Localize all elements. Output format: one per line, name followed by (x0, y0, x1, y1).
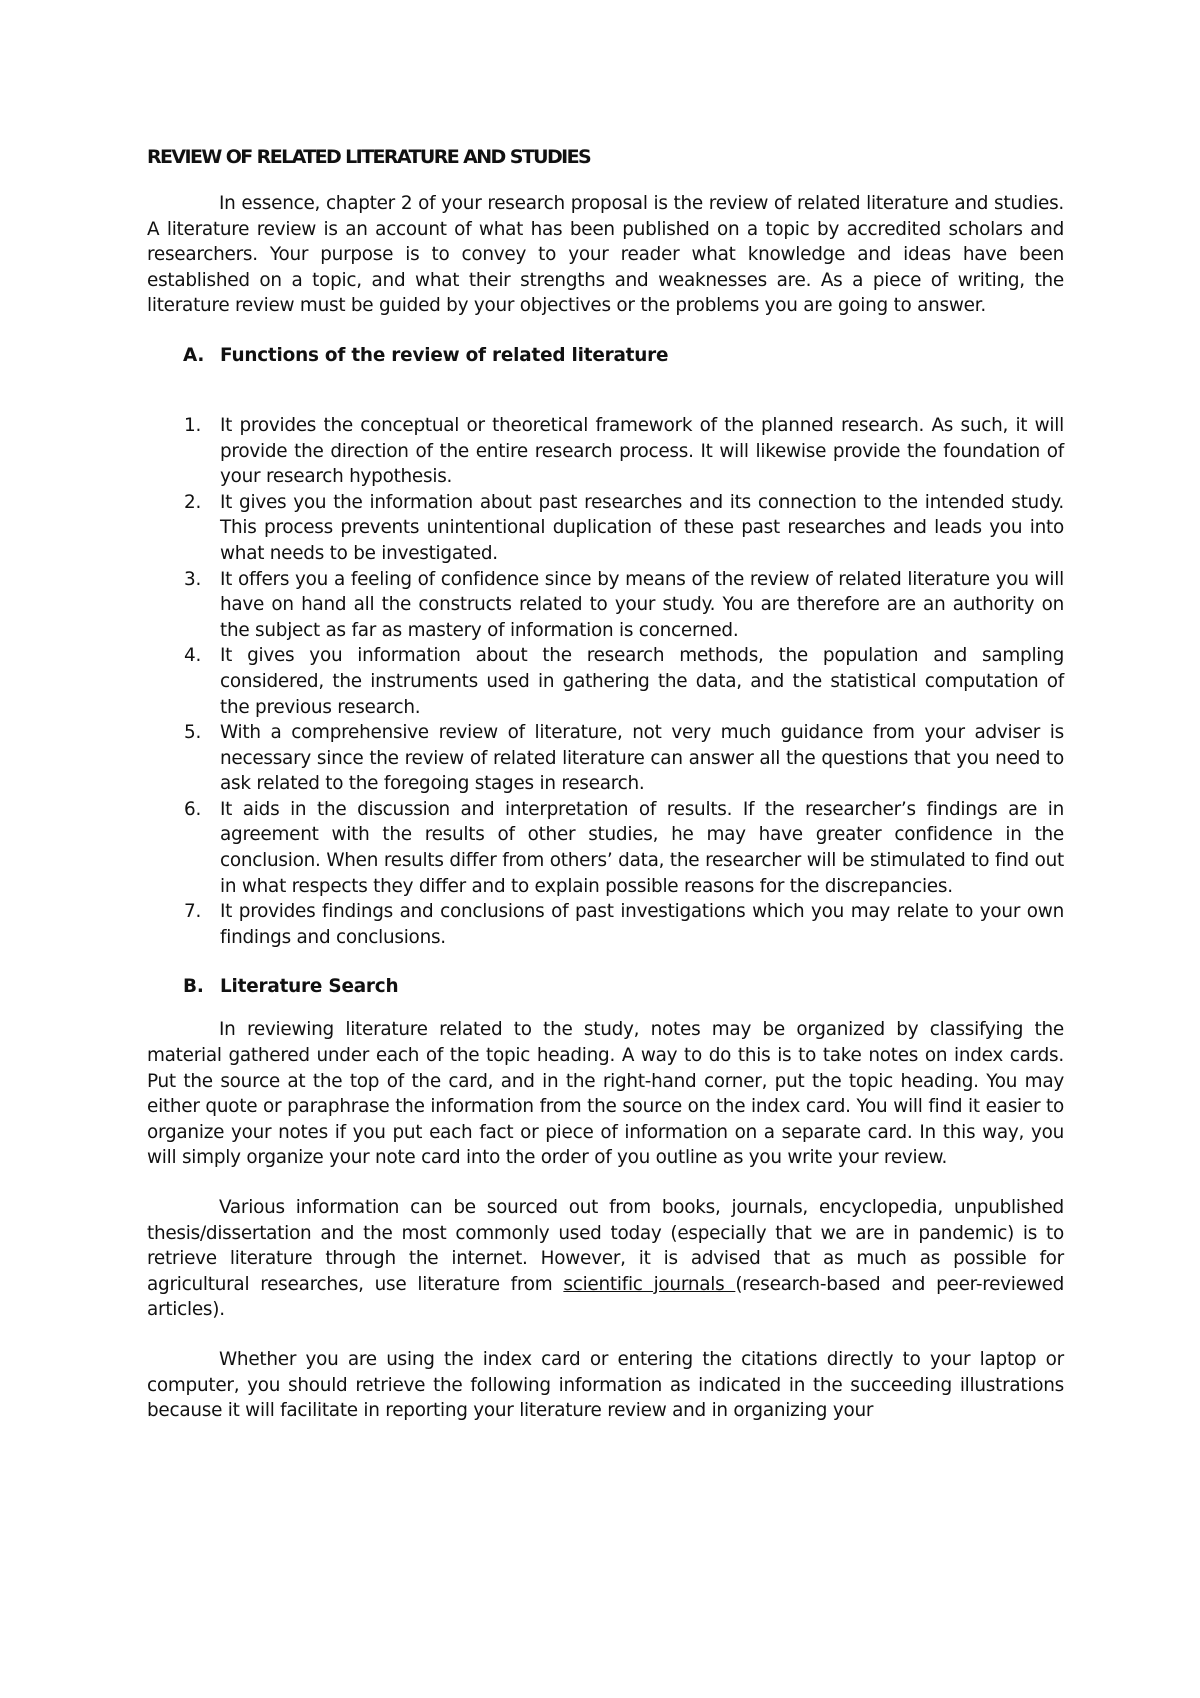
list-item (147, 643, 1064, 720)
functions-list (147, 413, 1064, 950)
section-b-heading (147, 974, 1064, 1000)
list-item-text: It gives you the information about past researches and its connection to the intended study. This process prevents unintentional duplication of these past researches and leads you into what needs to be investigated. (220, 491, 1064, 564)
list-item-number: 1. (184, 414, 202, 436)
scientific-journals-link[interactable]: scientific journals (563, 1273, 736, 1295)
intro-paragraph: In essence, chapter 2 of your research proposal is the review of related literature and studies. A literature review is an account of what has been published on a topic by accredited scholars and researchers. Your purpose is to convey to your reader what knowledge and ideas have been established on a topic, and what their strengths and weaknesses are. As a piece of writing, the literature review must be guided by your objectives or the problems you are going to answer. (147, 193, 1064, 317)
list-item-number: 6. (184, 798, 202, 820)
list-item-text: It provides findings and conclusions of past investigations which you may relate to your own findings and conclusions. (220, 901, 1064, 948)
paragraph-2-text-after: (research-based and peer-reviewed articles). (147, 1273, 1065, 1321)
list-item (147, 797, 1064, 899)
list-item-number: 3. (184, 568, 202, 590)
list-item-text: With a comprehensive review of literature, not very much guidance from your adviser is necessary since the review of related literature can answer all the questions that you need to ask related to the foregoing stages in research. (220, 722, 1064, 795)
literature-search-paragraph-3: Whether you are using the index card or entering the citations directly to your laptop or computer, you should retrieve the following information as indicated in the succeeding illustrations because it will facilitate in reporting your literature review and in organizing your (147, 1348, 1064, 1422)
list-item-number: 2. (184, 491, 202, 513)
section-a-letter: A. (183, 344, 205, 366)
list-item (147, 899, 1064, 950)
list-item (147, 490, 1064, 567)
list-item-number: 7. (184, 901, 202, 923)
document-title: REVIEW OF RELATED LITERATURE AND STUDIES (147, 146, 591, 168)
section-b-title: Literature Search (220, 976, 399, 998)
section-a-title: Functions of the review of related literature (220, 344, 669, 366)
list-item-text: It offers you a feeling of confidence since by means of the review of related literature you will have on hand all the constructs related to your study. You are therefore are an authority on the subject as far as mastery of information is concerned. (220, 568, 1064, 641)
paragraph-2-text-before: Various information can be sourced out from books, journals, encyclopedia, unpublished thesis/dissertation and the most commonly used today (especially that we are in pandemic) is to retrieve literature through the internet. However, it is advised that as much as possible for agricultural researches, use literature from (147, 1197, 1064, 1295)
list-item-text: It aids in the discussion and interpretation of results. If the researcher’s findings are in agreement with the results of other studies, he may have greater confidence in the conclusion. When results differ from others’ data, the researcher will be stimulated to find out in what respects they differ and to explain possible reasons for the discrepancies. (220, 798, 1064, 897)
section-a-heading (147, 343, 1064, 369)
document-page (147, 145, 1064, 1424)
list-item (147, 567, 1064, 644)
list-item-text: It provides the conceptual or theoretical framework of the planned research. As such, it will provide the direction of the entire research process. It will likewise provide the foundation of your research hypothesis. (220, 414, 1064, 488)
list-item-text: It gives you information about the research methods, the population and sampling considered, the instruments used in gathering the data, and the statistical computation of the previous research. (220, 645, 1064, 718)
literature-search-paragraph-2 (147, 1195, 1064, 1323)
list-item-number: 5. (184, 722, 202, 744)
literature-search-paragraph-1: In reviewing literature related to the study, notes may be organized by classifying the material gathered under each of the topic heading. A way to do this is to take notes on index cards. Put the source at the top of the card, and in the right-hand corner, put the topic heading. You may either quote or paraphrase the information from the source on the index card. You will find it easier to organize your notes if you put each fact or piece of information on a separate card. In this way, you will simply organize your note card into the order of you outline as you write your review. (147, 1019, 1064, 1169)
list-item-number: 4. (184, 645, 202, 667)
list-item (147, 720, 1064, 797)
list-item (147, 413, 1064, 490)
section-b-letter: B. (183, 976, 204, 998)
